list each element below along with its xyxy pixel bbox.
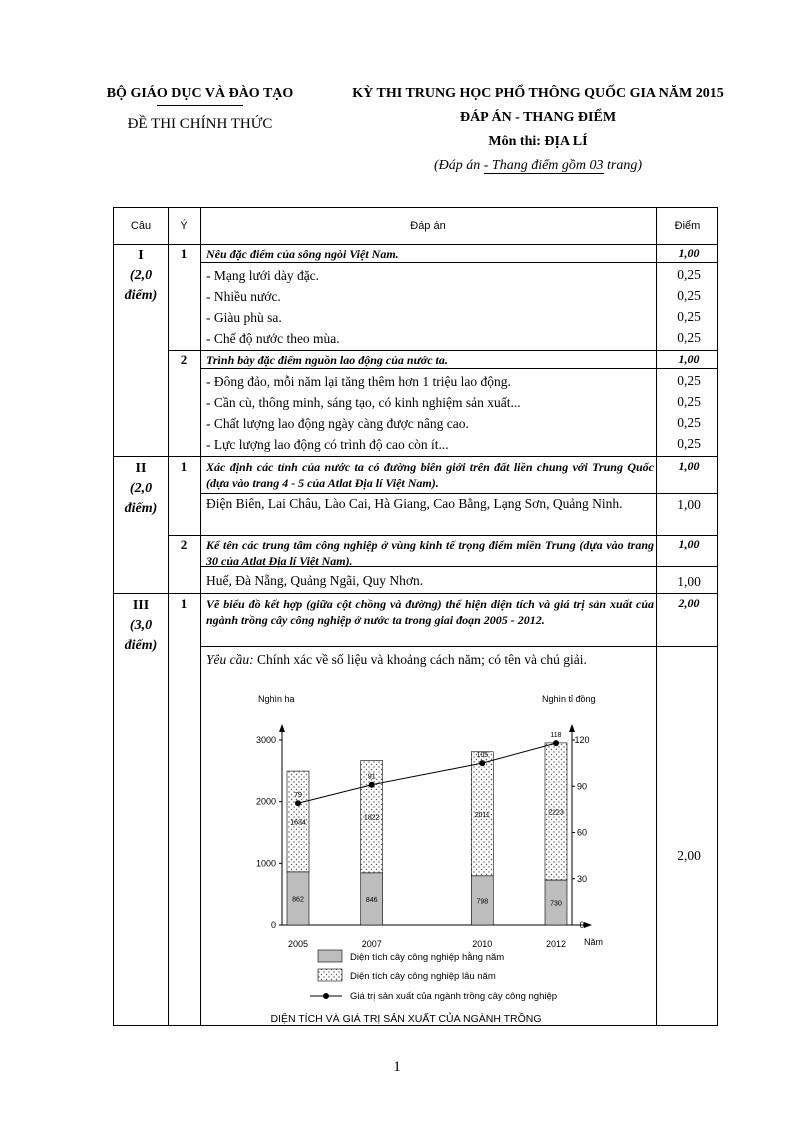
row-divider xyxy=(200,262,717,263)
score: 1,00 xyxy=(678,459,700,473)
legend-swatch-annual xyxy=(318,950,342,962)
legend-label-line: Giá trị sản xuất của ngành trồng cây công nghiệp xyxy=(350,991,558,1002)
sub-item-number: 1 xyxy=(180,459,188,474)
right-tick-label: 30 xyxy=(576,873,588,884)
right-axis-arrow xyxy=(569,724,575,732)
value-point-label: 118 xyxy=(550,732,562,740)
legend-swatch-point xyxy=(323,993,329,999)
left-tick-label: 0 xyxy=(270,920,276,930)
bar-annual-label: 730 xyxy=(550,900,562,908)
right-tick-label: 60 xyxy=(576,827,588,838)
header-dap-an: Đáp án xyxy=(410,220,446,232)
left-tick-label: 2000 xyxy=(255,796,276,807)
value-line xyxy=(298,743,556,803)
left-axis-label: Nghìn ha xyxy=(258,694,295,704)
value-point xyxy=(479,760,485,766)
legend-label-annual: Diện tích cây công nghiệp hằng năm xyxy=(350,952,505,963)
value-point-label: 91 xyxy=(367,773,376,781)
answer-line: - Lực lượng lao động có trình độ cao còn ít... xyxy=(206,437,449,452)
score: 0,25 xyxy=(677,373,701,388)
answer-line: Điện Biên, Lai Châu, Lào Cai, Hà Giang, Cao Bằng, Lạng Sơn, Quảng Ninh. xyxy=(206,496,623,511)
answer-line: Huế, Đà Nẵng, Quảng Ngãi, Quy Nhơn. xyxy=(206,573,424,588)
sub-item-number: 1 xyxy=(180,246,188,261)
header-y: Ý xyxy=(180,220,188,232)
header-cau: Câu xyxy=(130,220,152,232)
left-tick-label: 1000 xyxy=(255,858,276,869)
question-text: Trình bày đặc điểm nguồn lao động của nước ta. xyxy=(206,353,448,367)
bar-perennial-label: 2011 xyxy=(474,811,490,819)
right-tick-label: 0 xyxy=(579,920,585,930)
header-right xyxy=(322,86,754,174)
value-point-label: 79 xyxy=(294,792,302,800)
question-text: Xác định các tỉnh của nước ta có đường biên giới trên đất liền chung với Trung Quốc (dựa vào trang 4 - 5 của Atlat Địa lí Việt Nam). xyxy=(206,460,654,490)
row-divider xyxy=(114,593,717,594)
chart-title: DIỆN TÍCH VÀ GIÁ TRỊ SẢN XUẤT CỦA NGÀNH TRỒNG xyxy=(270,1013,542,1025)
right-tick-label: 120 xyxy=(574,735,590,745)
question-label: I (2,0 điểm) xyxy=(124,248,158,303)
score: 1,00 xyxy=(678,537,700,551)
score: 1,00 xyxy=(677,497,701,512)
row-divider xyxy=(200,493,717,494)
question-text: Kể tên các trung tâm công nghiệp ở vùng kinh tế trọng điểm miền Trung (dựa vào trang 30 của Atlat Địa lí Việt Nam). xyxy=(206,538,654,568)
row-divider xyxy=(200,646,717,647)
x-axis-label: Năm xyxy=(584,937,604,947)
legend-label-perennial: Diện tích cây công nghiệp lâu năm xyxy=(350,971,496,982)
x-axis-arrow xyxy=(584,922,592,928)
left-axis-arrow xyxy=(279,724,285,732)
right-tick-label: 90 xyxy=(576,781,588,792)
sub-item-number: 1 xyxy=(180,596,188,611)
left-tick-label: 3000 xyxy=(255,735,276,745)
bar-annual-label: 798 xyxy=(476,898,489,906)
score: 0,25 xyxy=(677,267,701,282)
answer-key-title: ĐÁP ÁN - THANG ĐIỂM xyxy=(459,110,617,125)
bar-perennial-label: 1634 xyxy=(290,819,306,827)
row-divider xyxy=(168,350,717,351)
score: 0,25 xyxy=(677,330,701,345)
score: 1,00 xyxy=(678,246,700,260)
sub-item-number: 2 xyxy=(180,352,188,367)
col-divider xyxy=(168,208,169,1025)
x-tick-label: 2005 xyxy=(287,939,309,949)
answer-line: - Mạng lưới dày đặc. xyxy=(206,268,320,283)
score: 0,25 xyxy=(677,394,701,409)
page-count-note: (Đáp án - Thang điểm gồm 03 trang) xyxy=(433,158,643,173)
header-diem: Điểm xyxy=(674,220,701,232)
answer-line: - Đông đảo, mỗi năm lại tăng thêm hơn 1 triệu lao động. xyxy=(206,374,511,389)
requirement-line: Yêu cầu: Chính xác về số liệu và khoảng cách năm; có tên và chú giải. xyxy=(206,652,587,667)
score: 0,25 xyxy=(677,436,701,451)
answer-line: - Chất lượng lao động ngày càng được nâng cao. xyxy=(206,416,469,431)
row-divider xyxy=(200,368,717,369)
score: 2,00 xyxy=(677,848,701,863)
value-point xyxy=(369,782,375,788)
answer-line: - Chế độ nước theo mùa. xyxy=(206,331,340,346)
value-point xyxy=(295,800,301,806)
value-point xyxy=(553,740,559,746)
answer-line: - Giàu phù sa. xyxy=(206,310,282,325)
subject-title: Môn thi: ĐỊA LÍ xyxy=(488,134,588,149)
ministry-name: BỘ GIÁO DỤC VÀ ĐÀO TẠO xyxy=(106,86,294,101)
bar-annual-label: 862 xyxy=(292,896,304,904)
row-divider xyxy=(168,535,717,536)
bar-perennial-label: 2223 xyxy=(548,809,564,817)
combo-chart xyxy=(200,648,658,1026)
bar-annual-label: 846 xyxy=(365,896,378,904)
official-exam-label: ĐỀ THI CHÍNH THỨC xyxy=(127,116,273,132)
page-number: 1 xyxy=(393,1059,401,1075)
value-point-label: 105 xyxy=(476,752,489,760)
question-label: III (3,0 điểm) xyxy=(124,598,158,653)
question-text: Nêu đặc điểm của sông ngòi Việt Nam. xyxy=(206,247,399,261)
score: 0,25 xyxy=(677,309,701,324)
score: 1,00 xyxy=(677,574,701,589)
sub-item-number: 2 xyxy=(180,537,188,552)
legend-swatch-perennial xyxy=(318,969,342,981)
exam-title: KỲ THI TRUNG HỌC PHỔ THÔNG QUỐC GIA NĂM 2015 xyxy=(352,86,724,101)
question-text: Vẽ biểu đồ kết hợp (giữa cột chồng và đường) thể hiện diện tích và giá trị sản xuất của ngành trồng cây công nghiệp ở nước ta trong giai đoạn 2005 - 2012. xyxy=(206,597,654,627)
score: 0,25 xyxy=(677,415,701,430)
row-divider xyxy=(114,244,717,245)
x-tick-label: 2012 xyxy=(545,939,567,949)
ministry-underline xyxy=(157,105,243,106)
bar-perennial-label: 1822 xyxy=(363,814,380,822)
score: 1,00 xyxy=(678,352,700,366)
header-left xyxy=(92,86,308,133)
score: 0,25 xyxy=(677,288,701,303)
answer-table xyxy=(113,207,718,1026)
answer-line: - Nhiều nước. xyxy=(206,289,281,304)
x-tick-label: 2007 xyxy=(361,939,382,949)
row-divider xyxy=(114,456,717,457)
answer-line: - Cần cù, thông minh, sáng tạo, có kinh nghiệm sản xuất... xyxy=(206,395,521,410)
x-tick-label: 2010 xyxy=(472,939,493,949)
score: 2,00 xyxy=(678,596,700,610)
right-axis-label: Nghìn tỉ đồng xyxy=(542,694,596,704)
question-label: II (2,0 điểm) xyxy=(124,461,158,516)
